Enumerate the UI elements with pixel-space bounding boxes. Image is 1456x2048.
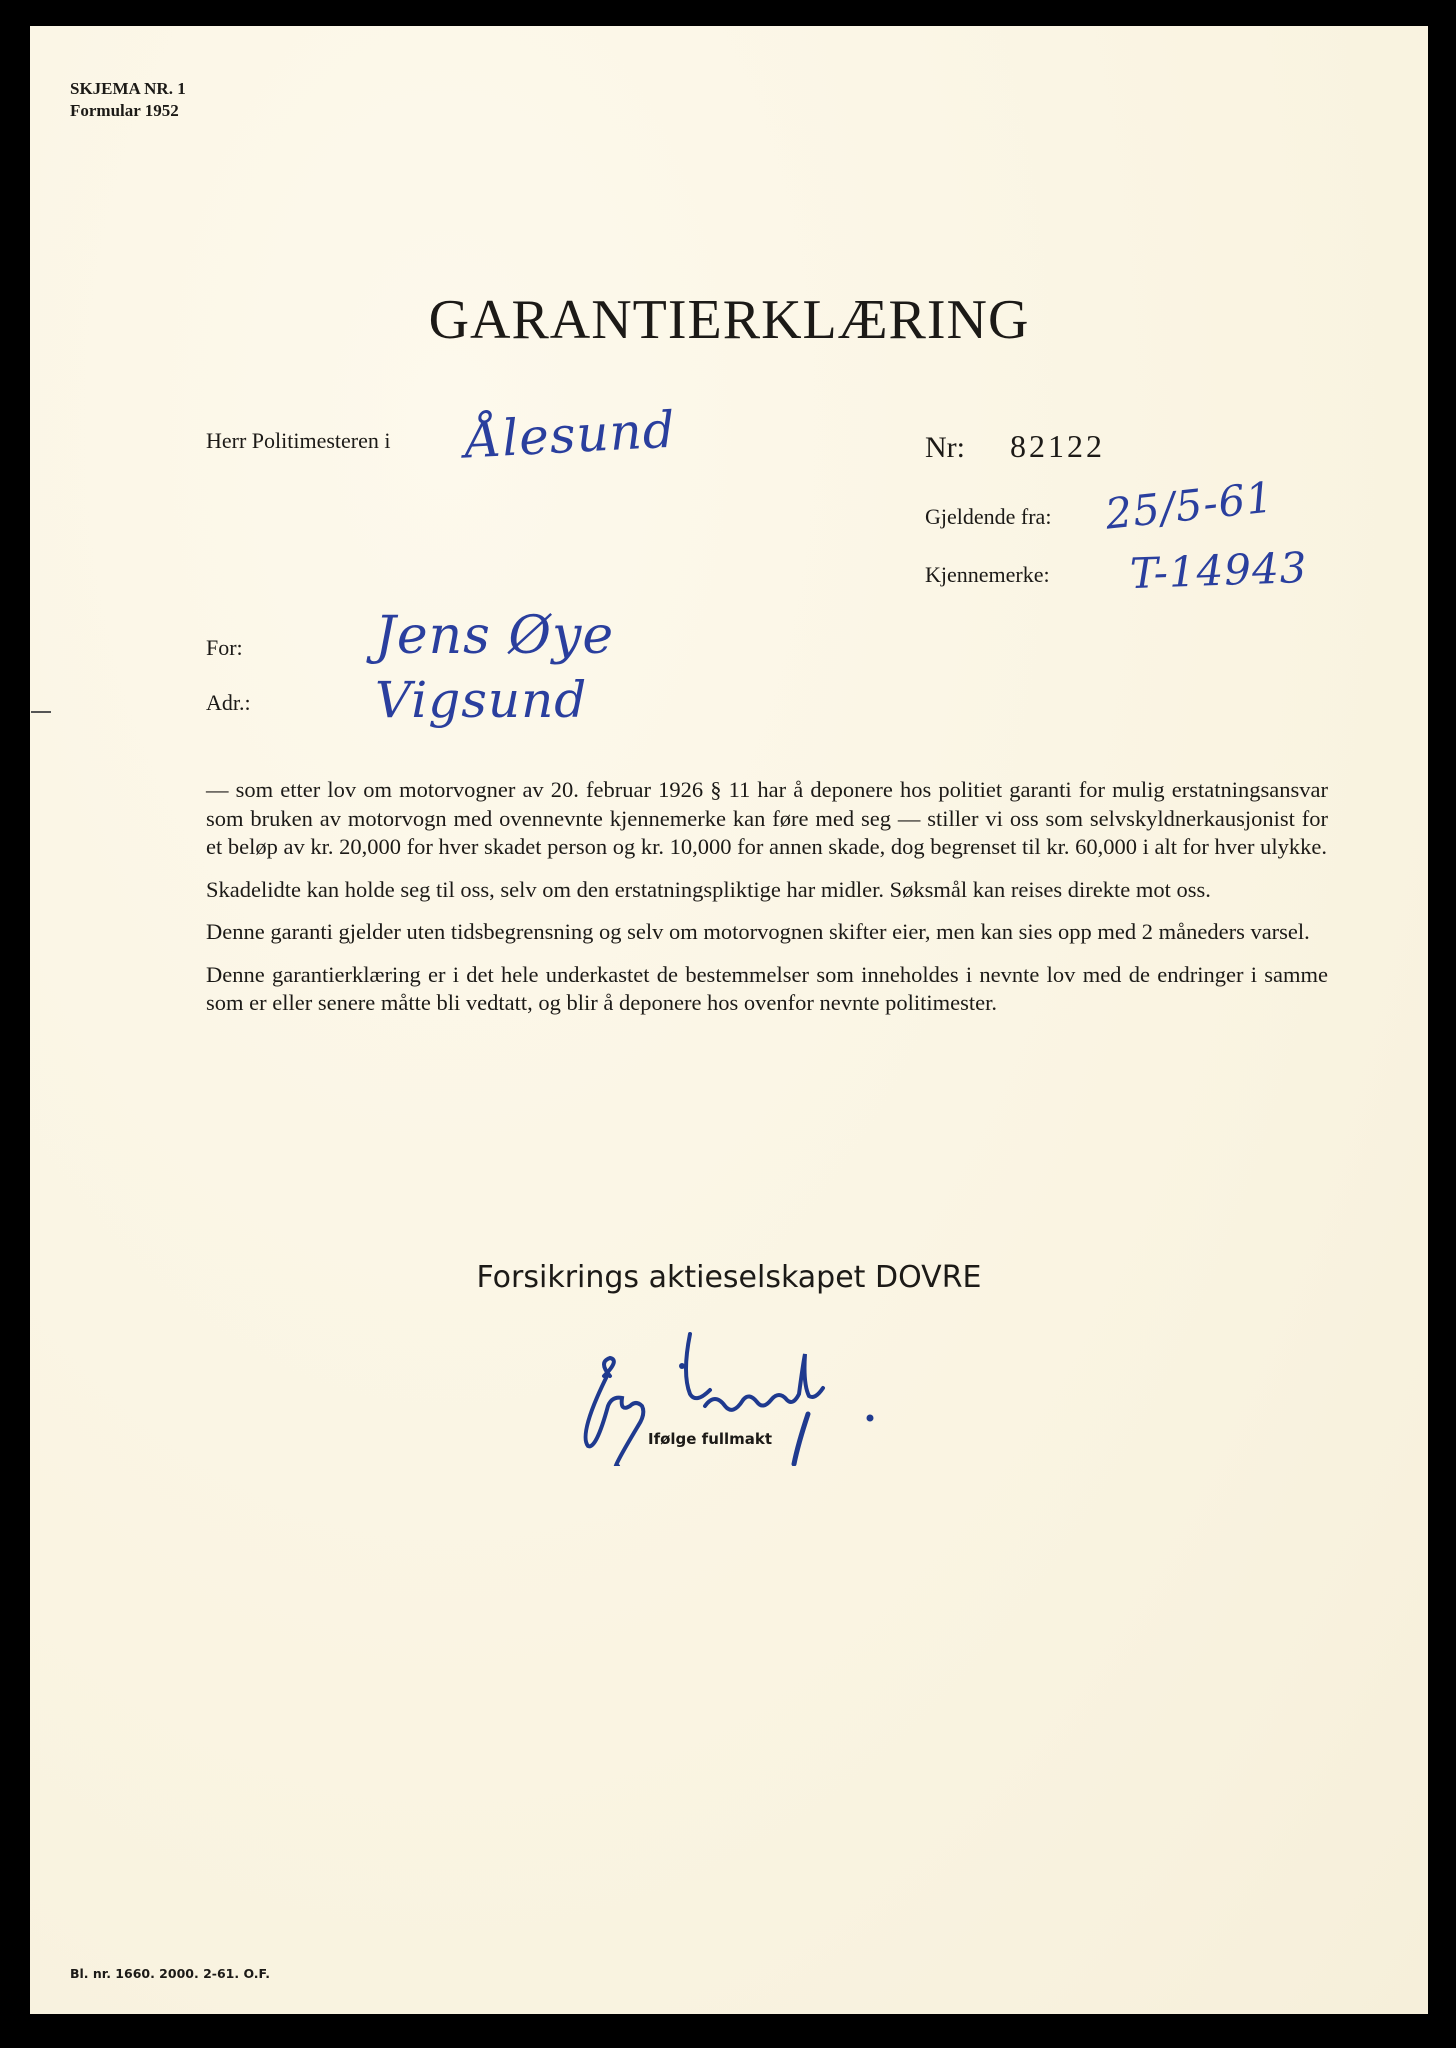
authority-note: Ifølge fullmakt (648, 1430, 773, 1448)
number-value: 82122 (1010, 428, 1105, 464)
holder-address-label: Adr.: (206, 690, 251, 715)
addressee-label: Herr Politimesteren i (206, 428, 391, 453)
body-paragraph: Skadelidte kan holde seg til oss, selv om den erstatningspliktige har midler. Søksmål kan reises direkte mot oss. (206, 876, 1211, 902)
registration-handwritten: T-14943 (1129, 542, 1309, 599)
insurer-name: Forsikrings aktieselskapet DOVRE (476, 1260, 982, 1295)
form-year: Formular 1952 (70, 101, 179, 120)
number-label: Nr: (925, 431, 965, 464)
print-code: Bl. nr. 1660. 2000. 2-61. O.F. (70, 1966, 271, 1981)
body-paragraph: Denne garantierklæring er i det hele underkastet de bestemmelser som inneholdes i nevnte lov med de endringer i samme som er eller senere måtte bli vedtatt, og blir å deponere hos ovenfor nevnte politimester. (206, 961, 1328, 1015)
valid-from-handwritten: 25/5-61 (1102, 472, 1277, 539)
punch-guide-mark (31, 711, 51, 713)
guarantee-body (206, 776, 1328, 1032)
registration-label: Kjennemerke: (925, 562, 1050, 587)
body-paragraph: Denne garanti gjelder uten tidsbegrensning og selv om motorvognen skifter eier, men kan sies opp med 2 måneders varsel. (206, 919, 1310, 944)
valid-from-label: Gjeldende fra: (925, 504, 1052, 529)
document-page (30, 26, 1428, 2014)
holder-address-handwritten: Vigsund (375, 671, 588, 729)
document-title: GARANTIERKLÆRING (428, 289, 1030, 351)
addressee-city-handwritten: Ålesund (463, 400, 678, 470)
form-identifier (70, 78, 186, 122)
body-paragraph: — som etter lov om motorvogner av 20. februar 1926 § 11 har å deponere hos politiet garanti for mulig erstatningsansvar som bruken av motorvogn med ovennevnte kjennemerke kan føre med seg — stiller vi oss som selvskyldnerkausjonist for et beløp av kr. 20,000 for hver skadet person og kr. 10,000 for annen skade, dog begrenset til kr. 60,000 i alt for hver ulykke. (206, 777, 1328, 859)
schema-label: SKJEMA NR. 1 (70, 79, 186, 98)
holder-for-label: For: (206, 635, 243, 660)
signature-scribble (570, 1326, 990, 1466)
holder-name-handwritten: Jens Øye (375, 606, 615, 666)
